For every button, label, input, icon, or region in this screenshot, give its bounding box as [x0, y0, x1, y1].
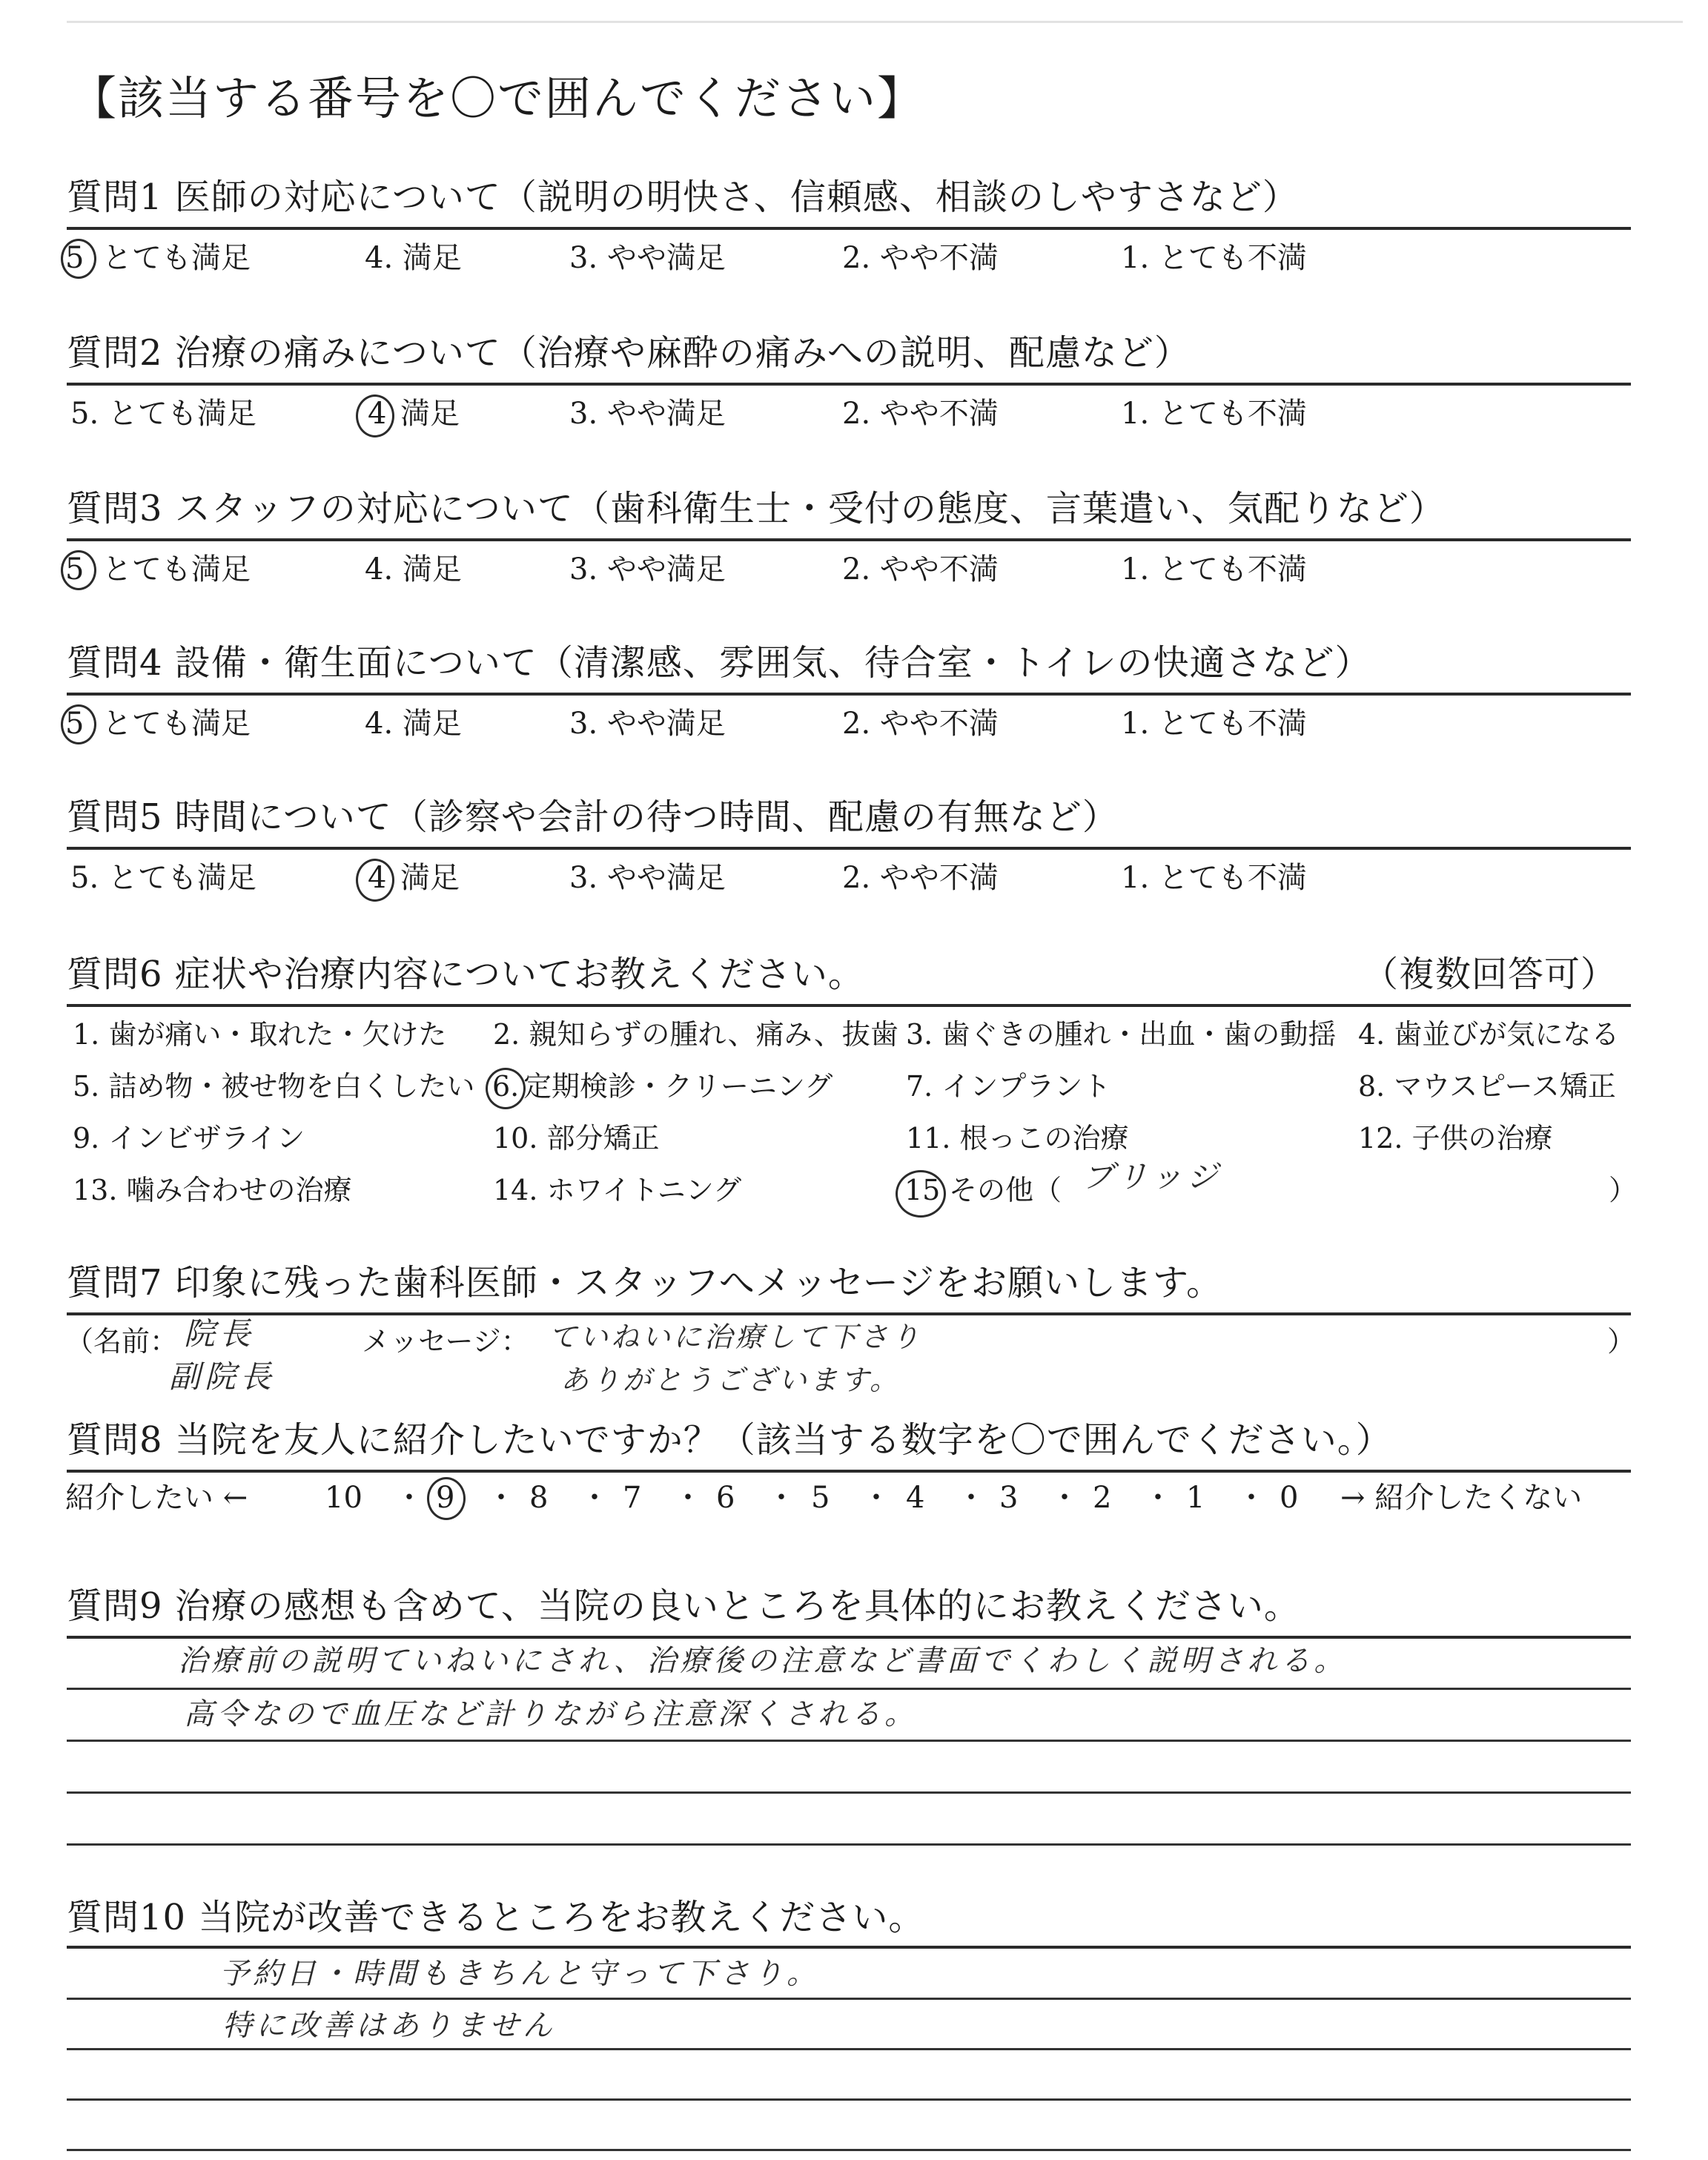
- q8-scale-8[interactable]: 8: [529, 1481, 549, 1515]
- q3-option-3[interactable]: 3. やや満足: [569, 552, 726, 587]
- q8-selection-circle[interactable]: [427, 1477, 466, 1520]
- question-1-label: 質問1 医師の対応について（説明の明快さ、信頼感、相談のしやすさなど）: [67, 176, 1299, 218]
- q4-option-2[interactable]: 2. やや不満: [842, 707, 999, 741]
- q6-item-6-mark: 6.: [492, 1070, 520, 1103]
- page-title: 【該当する番号を〇で囲んでください】: [70, 71, 925, 125]
- q10-writing-line: [67, 1998, 1631, 2000]
- q4-option-4[interactable]: 4. 満足: [365, 707, 462, 741]
- q9-writing-line: [67, 1688, 1631, 1690]
- q8-scale-10[interactable]: 10: [325, 1481, 363, 1515]
- q5-option-3[interactable]: 3. やや満足: [569, 861, 726, 895]
- q1-option-3[interactable]: 3. やや満足: [569, 241, 726, 275]
- question-10-label: 質問10 当院が改善できるところをお教えください。: [67, 1897, 925, 1938]
- q4-option-5-text: とても満足: [102, 707, 251, 741]
- question-6-rule: [67, 1004, 1631, 1007]
- q8-dot: ・: [580, 1481, 609, 1515]
- q6-other-handwritten: ブリッジ: [1082, 1158, 1222, 1195]
- q7-message-label: メッセージ：: [362, 1325, 529, 1358]
- q10-writing-line: [67, 2098, 1631, 2101]
- q4-selection-circle[interactable]: [61, 704, 96, 744]
- q6-item-6[interactable]: 定期検診・クリーニング: [523, 1070, 833, 1103]
- q6-item-13[interactable]: 13. 噛み合わせの治療: [73, 1174, 352, 1206]
- q8-scale-7[interactable]: 7: [623, 1481, 642, 1515]
- q6-item-6-circle[interactable]: [486, 1068, 526, 1109]
- q5-option-1[interactable]: 1. とても不満: [1121, 861, 1307, 895]
- question-8-rule: [67, 1470, 1631, 1473]
- q3-selection-circle[interactable]: [61, 550, 96, 590]
- q10-writing-line: [67, 2048, 1631, 2050]
- q5-selection-circle[interactable]: [356, 859, 394, 902]
- question-1-rule: [67, 227, 1631, 230]
- q2-option-1[interactable]: 1. とても不満: [1121, 397, 1307, 431]
- q8-dot: ・: [1143, 1481, 1173, 1515]
- q8-dot: ・: [767, 1481, 796, 1515]
- q1-selection-circle[interactable]: [61, 239, 96, 279]
- q6-item-15-circle[interactable]: [896, 1170, 946, 1218]
- q6-item-15-mark: 15: [904, 1174, 941, 1206]
- q8-dot: ・: [673, 1481, 703, 1515]
- question-2-label: 質問2 治療の痛みについて（治療や麻酔の痛みへの説明、配慮など）: [67, 332, 1191, 374]
- q7-message-line-1: ていねいに治療して下さり: [549, 1321, 923, 1353]
- q3-option-2[interactable]: 2. やや不満: [842, 552, 999, 587]
- q6-item-10[interactable]: 10. 部分矯正: [493, 1122, 660, 1155]
- q6-item-9[interactable]: 9. インビザライン: [73, 1122, 305, 1155]
- q3-selected-mark: 5: [65, 552, 85, 587]
- question-6-label: 質問6 症状や治療内容についてお教えください。: [67, 954, 864, 995]
- q6-item-15[interactable]: その他（: [949, 1174, 1062, 1206]
- q8-right-label: → 紹介したくない: [1340, 1481, 1583, 1515]
- question-7-rule: [67, 1312, 1631, 1315]
- q8-dot: ・: [861, 1481, 891, 1515]
- q3-option-1[interactable]: 1. とても不満: [1121, 552, 1307, 587]
- q6-item-7[interactable]: 7. インプラント: [906, 1070, 1111, 1103]
- q8-scale-3[interactable]: 3: [999, 1481, 1019, 1515]
- q3-option-5-text: とても満足: [102, 552, 251, 587]
- q9-answer-line-1: 治療前の説明ていねいにされ、治療後の注意など書面でくわしく説明される。: [178, 1644, 1348, 1678]
- q6-item-1[interactable]: 1. 歯が痛い・取れた・欠けた: [73, 1018, 447, 1051]
- q10-answer-line-2: 特に改善はありません: [222, 2009, 556, 2043]
- q8-dot: ・: [1237, 1481, 1266, 1515]
- scan-edge-line: [67, 21, 1683, 23]
- q2-selection-circle[interactable]: [356, 394, 394, 437]
- q1-selected-mark: 5: [65, 241, 85, 275]
- question-5-rule: [67, 847, 1631, 850]
- q5-option-2[interactable]: 2. やや不満: [842, 861, 999, 895]
- q1-option-2[interactable]: 2. やや不満: [842, 241, 999, 275]
- question-2-rule: [67, 383, 1631, 386]
- question-3-label: 質問3 スタッフの対応について（歯科衛生士・受付の態度、言葉遣い、気配りなど）: [67, 488, 1446, 529]
- q7-message-line-2: ありがとうございます。: [560, 1364, 901, 1396]
- q2-option-2[interactable]: 2. やや不満: [842, 397, 999, 431]
- q9-writing-line: [67, 1740, 1631, 1742]
- q8-left-label: 紹介したい ←: [65, 1481, 248, 1515]
- q8-dot: ・: [1050, 1481, 1079, 1515]
- q4-option-3[interactable]: 3. やや満足: [569, 707, 726, 741]
- q5-selected-mark: 4: [368, 861, 387, 895]
- q2-option-5[interactable]: 5. とても満足: [70, 397, 256, 431]
- q6-item-4[interactable]: 4. 歯並びが気になる: [1358, 1018, 1620, 1051]
- q6-item-14[interactable]: 14. ホワイトニング: [493, 1174, 742, 1206]
- q8-scale-6[interactable]: 6: [716, 1481, 735, 1515]
- q10-writing-line: [67, 2149, 1631, 2151]
- q7-name-1-handwritten: 院長: [184, 1315, 256, 1352]
- q8-dot: ・: [486, 1481, 516, 1515]
- q1-option-4[interactable]: 4. 満足: [365, 241, 462, 275]
- q8-scale-4[interactable]: 4: [906, 1481, 925, 1515]
- question-5-label: 質問5 時間について（診察や会計の待つ時間、配慮の有無など）: [67, 796, 1119, 838]
- q6-item-11[interactable]: 11. 根っこの治療: [906, 1122, 1129, 1155]
- question-6-note: （複数回答可）: [1363, 954, 1618, 995]
- question-4-rule: [67, 693, 1631, 696]
- q5-option-5[interactable]: 5. とても満足: [70, 861, 256, 895]
- q2-selected-mark: 4: [368, 397, 387, 431]
- question-9-rule: [67, 1636, 1631, 1639]
- q2-option-3[interactable]: 3. やや満足: [569, 397, 726, 431]
- question-9-label: 質問9 治療の感想も含めて、当院の良いところを具体的にお教えください。: [67, 1585, 1300, 1627]
- q9-writing-line: [67, 1791, 1631, 1794]
- q6-item-15-close: ）: [1609, 1174, 1638, 1206]
- q1-option-5-text: とても満足: [102, 241, 251, 275]
- q9-writing-line: [67, 1843, 1631, 1846]
- q7-name-2-handwritten: 副院長: [169, 1358, 277, 1395]
- q7-name-label: （名前：: [65, 1325, 179, 1358]
- q4-option-1[interactable]: 1. とても不満: [1121, 707, 1307, 741]
- question-7-label: 質問7 印象に残った歯科医師・スタッフへメッセージをお願いします。: [67, 1262, 1223, 1304]
- q8-dot: ・: [956, 1481, 986, 1515]
- q8-scale-2[interactable]: 2: [1093, 1481, 1112, 1515]
- q6-item-2[interactable]: 2. 親知らずの腫れ、痛み、抜歯: [493, 1018, 898, 1051]
- q6-item-12[interactable]: 12. 子供の治療: [1358, 1122, 1553, 1155]
- q8-scale-5[interactable]: 5: [811, 1481, 830, 1515]
- q8-scale-0[interactable]: 0: [1280, 1481, 1299, 1515]
- question-3-rule: [67, 538, 1631, 541]
- q8-scale-9[interactable]: 9: [436, 1481, 455, 1515]
- q6-item-3[interactable]: 3. 歯ぐきの腫れ・出血・歯の動揺: [906, 1018, 1337, 1051]
- q5-option-4-text: 満足: [400, 861, 460, 895]
- q6-item-8[interactable]: 8. マウスピース矯正: [1358, 1070, 1616, 1103]
- q6-item-5[interactable]: 5. 詰め物・被せ物を白くしたい: [73, 1070, 475, 1103]
- q4-selected-mark: 5: [65, 707, 85, 741]
- q10-answer-line-1: 予約日・時間もきちんと守って下さり。: [219, 1957, 820, 1991]
- q9-answer-line-2: 高令なので血圧など計りながら注意深くされる。: [184, 1697, 918, 1731]
- q3-option-4[interactable]: 4. 満足: [365, 552, 462, 587]
- q1-option-1[interactable]: 1. とても不満: [1121, 241, 1307, 275]
- q7-close-paren: ）: [1607, 1325, 1636, 1358]
- q8-scale-1[interactable]: 1: [1186, 1481, 1205, 1515]
- q2-option-4-text: 満足: [400, 397, 460, 431]
- question-8-label: 質問8 当院を友人に紹介したいですか？（該当する数字を〇で囲んでください。）: [67, 1419, 1392, 1461]
- question-4-label: 質問4 設備・衛生面について（清潔感、雰囲気、待合室・トイレの快適さなど）: [67, 642, 1371, 684]
- question-10-rule: [67, 1946, 1631, 1949]
- q8-dot: ・: [394, 1481, 424, 1515]
